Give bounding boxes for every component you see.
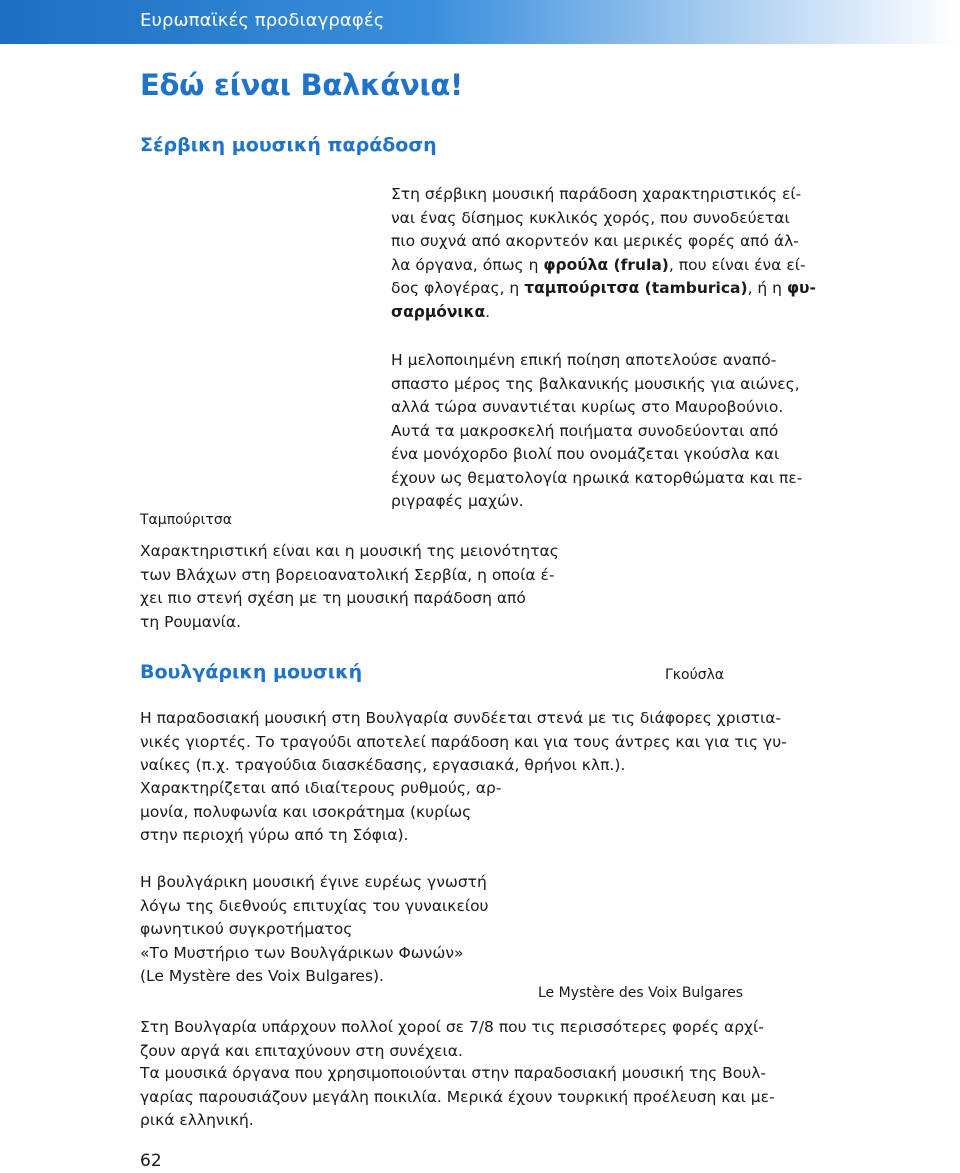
- mystere-paragraph: [140, 871, 489, 989]
- text-line: ναι ένας δίσημος κυκλικός χορός, που συνοδεύεται: [391, 208, 790, 227]
- instruments-paragraph: [140, 1062, 775, 1133]
- text-line: Στη σέρβικη μουσική παράδοση χαρακτηριστικός εί-: [391, 185, 802, 203]
- bulgarian-intro-paragraph: [140, 707, 787, 778]
- mystere-caption: Le Mystère des Voix Bulgares: [538, 985, 744, 1001]
- text-line: φωνητικού συγκροτήματος: [140, 920, 353, 938]
- text-line: λα όργανα, όπως η: [391, 255, 544, 274]
- text-line: λόγω της διεθνούς επιτυχίας του γυναικείου: [140, 896, 489, 915]
- text-line: Χαρακτηρίζεται από ιδιαίτερους ρυθμούς, αρ-: [140, 779, 502, 797]
- header-title: Ευρωπαϊκές προδιαγραφές: [140, 10, 385, 31]
- text-line: (Le Mystère des Voix Bulgares).: [140, 967, 384, 985]
- serbian-intro-paragraph: [391, 183, 816, 324]
- text-fragment: δος φλογέρας, η: [391, 279, 525, 297]
- text-line: στην περιοχή γύρω από τη Σόφια).: [140, 826, 409, 844]
- text-line: αλλά τώρα συναντιέται κυρίως στο Μαυροβούνιο.: [391, 398, 784, 416]
- text-line: Χαρακτηριστική είναι και η μουσική της μειονότητας: [140, 542, 559, 560]
- page-number: 62: [140, 1151, 162, 1171]
- text-line: τη Ρουμανία.: [140, 612, 242, 631]
- tamburica-caption: Ταμπούριτσα: [140, 512, 232, 528]
- text-line: γαρίας παρουσιάζουν μεγάλη ποικιλία. Μερικά έχουν τουρκική προέλευση και με-: [140, 1087, 775, 1106]
- gusla-caption: Γκούσλα: [665, 667, 725, 683]
- text-line: μονία, πολυφωνία και ισοκράτημα (κυρίως: [140, 802, 472, 821]
- text-line: Στη Βουλγαρία υπάρχουν πολλοί χοροί σε 7/8 που τις περισσότερες φορές αρχί-: [140, 1018, 764, 1036]
- text-line: πιο συχνά από ακορντεόν και μερικές φορές από άλ-: [391, 232, 799, 250]
- header-bar: [0, 0, 960, 44]
- text-fragment: .: [485, 302, 491, 321]
- text-line: ζουν αργά και επιταχύνουν στη συνέχεια.: [140, 1041, 463, 1060]
- harmonica-term: φυ-: [786, 279, 816, 297]
- dances-paragraph: [140, 1016, 764, 1063]
- vlach-music-paragraph: [140, 540, 559, 634]
- text-line: Η βουλγάρικη μουσική έγινε ευρέως γνωστή: [140, 873, 487, 891]
- text-fragment: , ή η: [747, 279, 787, 297]
- epic-poetry-paragraph: [391, 349, 802, 514]
- text-line: έχουν ως θεματολογία ηρωικά κατορθώματα και πε-: [391, 468, 803, 487]
- text-line: «Το Μυστήριο των Βουλγάρικων Φωνών»: [140, 943, 464, 962]
- serbian-heading: Σέρβικη μουσική παράδοση: [140, 134, 437, 156]
- text-line: νικές γιορτές. Το τραγούδι αποτελεί παράδοση και για τους άντρες και για τις γυ-: [140, 732, 787, 751]
- page-title: Εδώ είναι Βαλκάνια!: [140, 68, 463, 102]
- harmonica-term-end: σαρμόνικα: [391, 302, 486, 321]
- bulgarian-characteristics-paragraph: [140, 777, 501, 848]
- text-line: ριγραφές μαχών.: [391, 492, 524, 510]
- text-line: Αυτά τα μακροσκελή ποιήματα συνοδεύονται από: [391, 421, 779, 440]
- text-line: Τα μουσικά όργανα που χρησιμοποιούνται στην παραδοσιακή μουσική της Βουλ-: [140, 1064, 767, 1082]
- bulgarian-heading: Βουλγάρικη μουσική: [140, 661, 363, 683]
- text-line: ναίκες (π.χ. τραγούδια διασκέδασης, εργασιακά, θρήνοι κλπ.).: [140, 756, 626, 774]
- frula-term: φρούλα (frula): [543, 255, 669, 274]
- text-line: σπαστο μέρος της βαλκανικής μουσικής για αιώνες,: [391, 374, 800, 393]
- text-line: ένα μονόχορδο βιολί που ονομάζεται γκούσλα και: [391, 445, 780, 463]
- text-line: χει πιο στενή σχέση με τη μουσική παράδοση από: [140, 589, 526, 607]
- text-line: των Βλάχων στη βορειοανατολική Σερβία, η οποία έ-: [140, 565, 555, 584]
- text-fragment: , που είναι ένα εί-: [668, 255, 806, 274]
- text-line: Η παραδοσιακή μουσική στη Βουλγαρία συνδέεται στενά με τις διάφορες χριστια-: [140, 709, 782, 727]
- tamburica-term: ταμπούριτσα (tamburica): [524, 279, 748, 297]
- text-line: ρικά ελληνική.: [140, 1111, 254, 1129]
- text-line: Η μελοποιημένη επική ποίηση αποτελούσε αναπό-: [391, 351, 777, 369]
